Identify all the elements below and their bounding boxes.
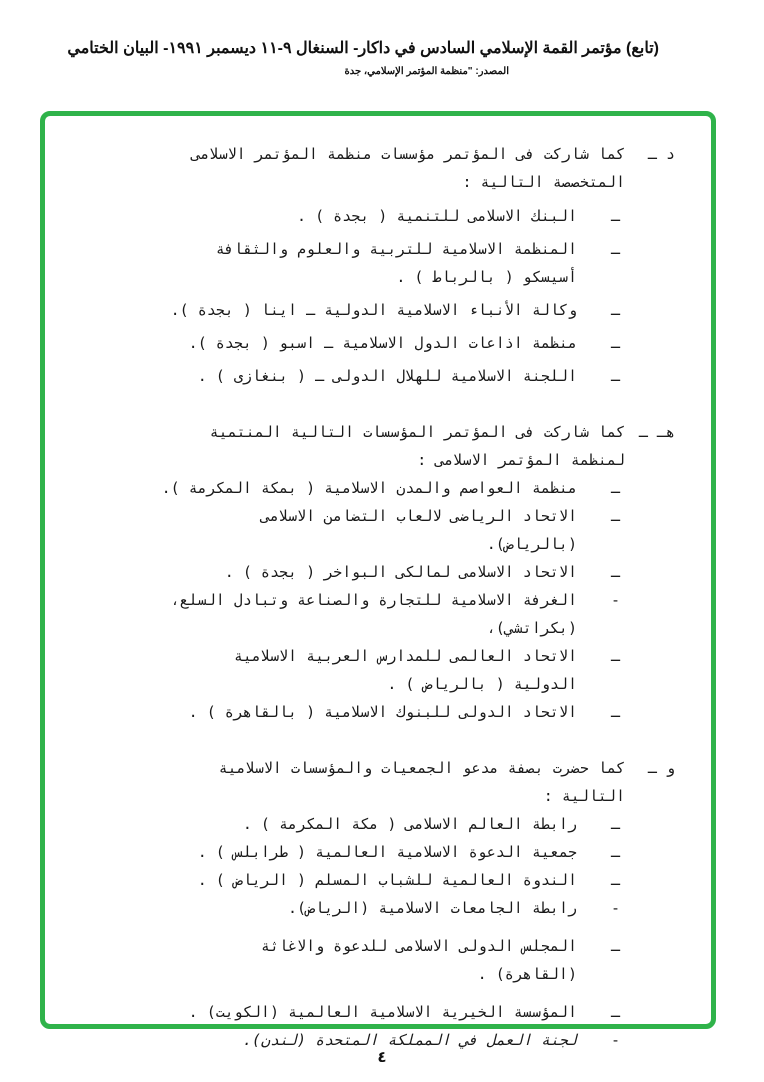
section-dal (100, 140, 675, 390)
page-number: ٤ (377, 1048, 387, 1066)
header-source: المصدر: "منظمة المؤتمر الإسلامي، جدة (344, 66, 509, 77)
list-item: ـ المجلس الدولى الاسلامى للدعوة والاغاثة (القاهرة) . (260, 937, 620, 983)
list-item: ـ المنظمة الاسلامية للتربية والعلوم والثقافة أسيسكو ( بالرباط ) . (215, 240, 620, 286)
list-item: ـ منظمة اذاعات الدول الاسلامية ـ اسبو ( بجدة ). (188, 334, 620, 352)
list-item: ـ اللجنة الاسلامية للهلال الدولى ـ ( بنغازى ) . (197, 367, 620, 385)
section-intro-line: كما شاركت فى المؤتمر مؤسسات منظمة المؤتمر الاسلامى (191, 145, 625, 163)
list-item: ـ الاتحاد العالمى للمدارس العربية الاسلامية الدولية ( بالرياض ) . (233, 647, 620, 693)
list-item: ـ الندوة العالمية للشباب المسلم ( الرياض ) . (197, 871, 620, 889)
section-ha (100, 418, 675, 726)
document-body (100, 140, 675, 1076)
list-item: ـ الاتحاد الاسلامى لمالكى البواخر ( بجدة ) . (224, 563, 620, 581)
section-intro-line: المتخصصة التالية : (462, 173, 625, 191)
section-letter: د ـ (647, 145, 675, 163)
list-item: ـ البنك الاسلامى للتنمية ( بجدة ) . (297, 207, 620, 225)
list-item: - الغرفة الاسلامية للتجارة والصناعة وتبادل السلع، (بكراتشي)، (170, 591, 620, 637)
list-item: ـ رابطة العالم الاسلامى ( مكة المكرمة ) . (242, 815, 620, 833)
list-item: ـ المؤسسة الخيرية الاسلامية العالمية (الكويت) . (188, 1003, 620, 1021)
section-intro-line: التالية : (543, 787, 625, 805)
list-item: ـ الاتحاد الرياضى لالعاب التضامن الاسلامى (بالرياض). (260, 507, 620, 553)
section-intro-line: كما حضرت بصفة مدعو الجمعيات والمؤسسات الاسلامية (218, 759, 625, 777)
list-item: ـ وكالة الأنباء الاسلامية الدولية ـ اينا ( بجدة ). (170, 301, 620, 319)
section-intro-line: كما شاركت فى المؤتمر المؤسسات التالية المنتمية (209, 423, 625, 441)
list-item: - لجنة العمل في المملكة المتحدة (لندن). (242, 1031, 620, 1049)
list-item: ـ منظمة العواصم والمدن الاسلامية ( بمكة المكرمة ). (161, 479, 620, 497)
header-title: (تابع) مؤتمر القمة الإسلامي السادس في داكار- السنغال ٩-١١ ديسمبر ١٩٩١- البيان الختامي (67, 40, 659, 57)
document-header (30, 38, 659, 80)
list-item: ـ جمعية الدعوة الاسلامية العالمية ( طرابلس ) . (197, 843, 620, 861)
section-letter: و ـ (647, 759, 675, 777)
section-letter: هـ ـ (638, 423, 675, 441)
section-intro-line: لمنظمة المؤتمر الاسلامى : (417, 451, 625, 469)
list-item: ـ الاتحاد الدولى للبنوك الاسلامية ( بالقاهرة ) . (188, 703, 620, 721)
list-item: - رابطة الجامعات الاسلامية (الرياض). (288, 899, 620, 917)
section-waw (100, 754, 675, 1054)
